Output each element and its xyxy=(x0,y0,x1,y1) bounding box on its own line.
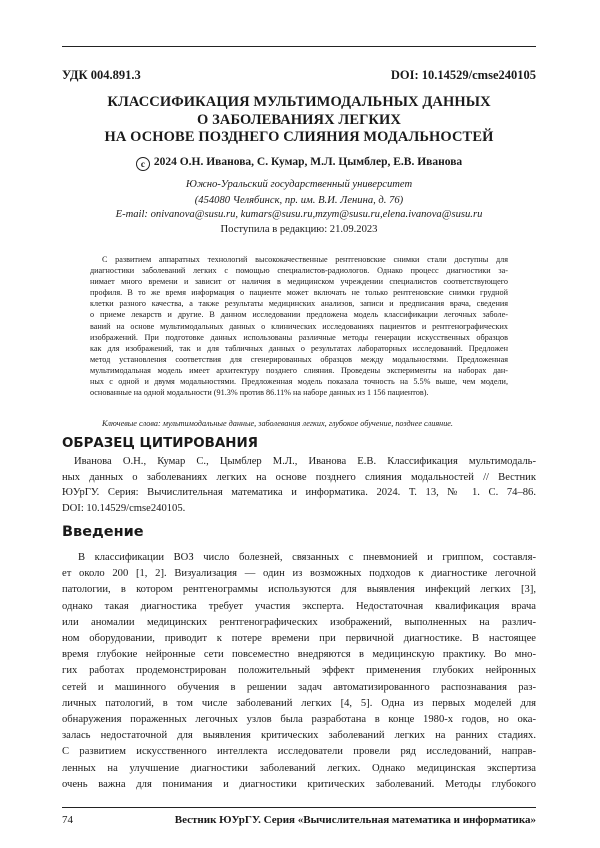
email[interactable]: E-mail: onivanova@susu.ru, kumars@susu.ru,mzym@susu.ru,elena.ivanova@susu.ru xyxy=(115,209,483,220)
body-line: гих работах продемонстрирован положительный эффект применения глубоких нейронных xyxy=(62,665,536,677)
footer-rule xyxy=(62,807,536,808)
title-line-1: КЛАССИФИКАЦИЯ МУЛЬТИМОДАЛЬНЫХ ДАННЫХ xyxy=(107,94,491,110)
citation-heading: ОБРАЗЕЦ ЦИТИРОВАНИЯ xyxy=(62,436,258,451)
body-line: С развитием искусственного интеллекта исследователи провели ряд исследований, направ- xyxy=(62,746,536,758)
body-line: очень важна для понимания и диагностики критических заболеваний. Методы глубокого xyxy=(62,778,536,790)
page-footer xyxy=(62,814,536,826)
body-line: патологии, в котором рентгенограммы используются для выявления инфекций легких [3], xyxy=(62,584,536,596)
body-line: залась недостаточной для выявления критических заболеваний легких на ранних стадиях. xyxy=(62,730,536,742)
authors xyxy=(62,156,536,171)
body-line: однако такая диагностика требует участия эксперта. Недостаточная квалификация врача xyxy=(62,600,536,612)
abstract-line: нимает много времени и зависит от наличия в медицинском учреждении специалистов соответствующего xyxy=(90,277,508,287)
keywords xyxy=(90,418,508,429)
university: Южно-Уральский государственный университет xyxy=(185,179,413,190)
abstract-line: мультимодальная модель имеет архитектуру позднего слияния. Проведены эксперименты на наборах дан- xyxy=(90,365,508,375)
abstract xyxy=(90,254,508,398)
abstract-line: как для изображений, так и для табличных данных о результатах лабораторных исследований. Предложен xyxy=(90,343,508,353)
abstract-line: ных с одной и двумя модальностями. Предложенная модель показала точность на 5.5% выше, чем модели, xyxy=(90,377,508,387)
citation-text xyxy=(62,454,536,516)
body-line: ет около 200 [1, 2]. Визуализация — один из возможных подходов к диагностике легочной xyxy=(62,568,536,580)
abstract-line: ваний на основе мультимодальных данных о клинических исследованиях пациентов и рентгенографических xyxy=(90,321,508,331)
abstract-line: о приеме лекарств и другие. В данном исследовании предложена модель классификации легочных заболе- xyxy=(90,310,508,320)
journal-name: Вестник ЮУрГУ. Серия «Вычислительная математика и информатика» xyxy=(174,814,536,826)
intro-body xyxy=(62,550,536,793)
udk-code: УДК 004.891.3 xyxy=(62,68,141,82)
body-line: личных патологий, в том числе заболеваний легких [4, 5]. Одна из первых моделей для xyxy=(62,697,536,709)
title-line-3: НА ОСНОВЕ ПОЗДНЕГО СЛИЯНИЯ МОДАЛЬНОСТЕЙ xyxy=(104,129,494,145)
header-row xyxy=(62,68,536,83)
abstract-line: С развитием аппаратных технологий высококачественные рентгеновские снимки стали доступны для xyxy=(102,255,508,264)
abstract-line: диагностики заболеваний легких с помощью специалистов-радиологов. Однако процесс диагностики за- xyxy=(90,266,508,276)
abstract-line: профиля. В то же время информация о пациенте может включать не только рентгеновские снимки грудной xyxy=(90,288,508,298)
doi[interactable]: DOI: 10.14529/cmse240105 xyxy=(390,68,536,82)
address: (454080 Челябинск, пр. им. В.И. Ленина, д. 76) xyxy=(194,195,404,206)
abstract-line: клетки разного качества, а также результаты медицинских анализов, записи и предписания врача, сведения xyxy=(90,299,508,309)
page-number: 74 xyxy=(62,814,73,826)
copyright-icon: c xyxy=(136,157,150,171)
body-line: ном оборудовании, приводит к потере времени при первичной диагностике. В настоящее xyxy=(62,633,536,645)
citation-line: DOI: 10.14529/cmse240105. xyxy=(62,502,186,514)
abstract-line: основанные на одной модальности (91.3% против 86.11% на наборе данных из 1 156 пациентов). xyxy=(90,388,429,398)
body-line: сетей и машинного обучения в решении задач автоматизированного распознавания раз- xyxy=(62,681,536,693)
authors-text: 2024 О.Н. Иванова, С. Кумар, М.Л. Цымблер, Е.В. Иванова xyxy=(153,156,463,168)
body-line: или аномалии медицинских рентгенографических изображений, выполненных на различ- xyxy=(62,616,536,628)
citation-line: ных данных о заболеваниях легких на основе позднего слияния модальностей // Вестник xyxy=(62,471,536,483)
received-date: Поступила в редакцию: 21.09.2023 xyxy=(220,224,378,235)
keywords-label: Ключевые слова: xyxy=(102,419,161,428)
citation-line: ЮУрГУ. Серия: Вычислительная математика и информатика. 2024. Т. 13, № 1. С. 74–86. xyxy=(62,487,536,498)
body-line: время глубокие нейронные сети повсеместно внедряются в медицинскую практику. Во мно- xyxy=(62,649,536,661)
keywords-text: мультимодальные данные, заболевания легких, глубокое обучение, позднее слияние. xyxy=(162,419,453,428)
intro-heading: Введение xyxy=(62,524,144,540)
abstract-line: изображений. При подготовке данных использованы различные методы генерации искусственных образцов xyxy=(90,332,508,342)
citation-line: Иванова О.Н., Кумар С., Цымблер М.Л., Иванова Е.В. Классификация мультимодаль- xyxy=(74,456,536,467)
body-line: обнаружения пораженных легочных узлов была разработана в конце 1980-х годов, но ока- xyxy=(62,714,536,726)
body-line: ленных на улучшение диагностики заболеваний легких. Однако медицинская экспертиза xyxy=(62,762,536,774)
abstract-line: метод установления соответствия для сгенерированных образцов между модальностями. Предложенная xyxy=(90,354,508,364)
title-line-2: О ЗАБОЛЕВАНИЯХ ЛЕГКИХ xyxy=(197,111,401,128)
body-line: В классификации ВОЗ число болезней, связанных с пневмонией и гриппом, составля- xyxy=(78,552,536,563)
header-rule xyxy=(62,46,536,47)
paper-title xyxy=(62,94,536,147)
